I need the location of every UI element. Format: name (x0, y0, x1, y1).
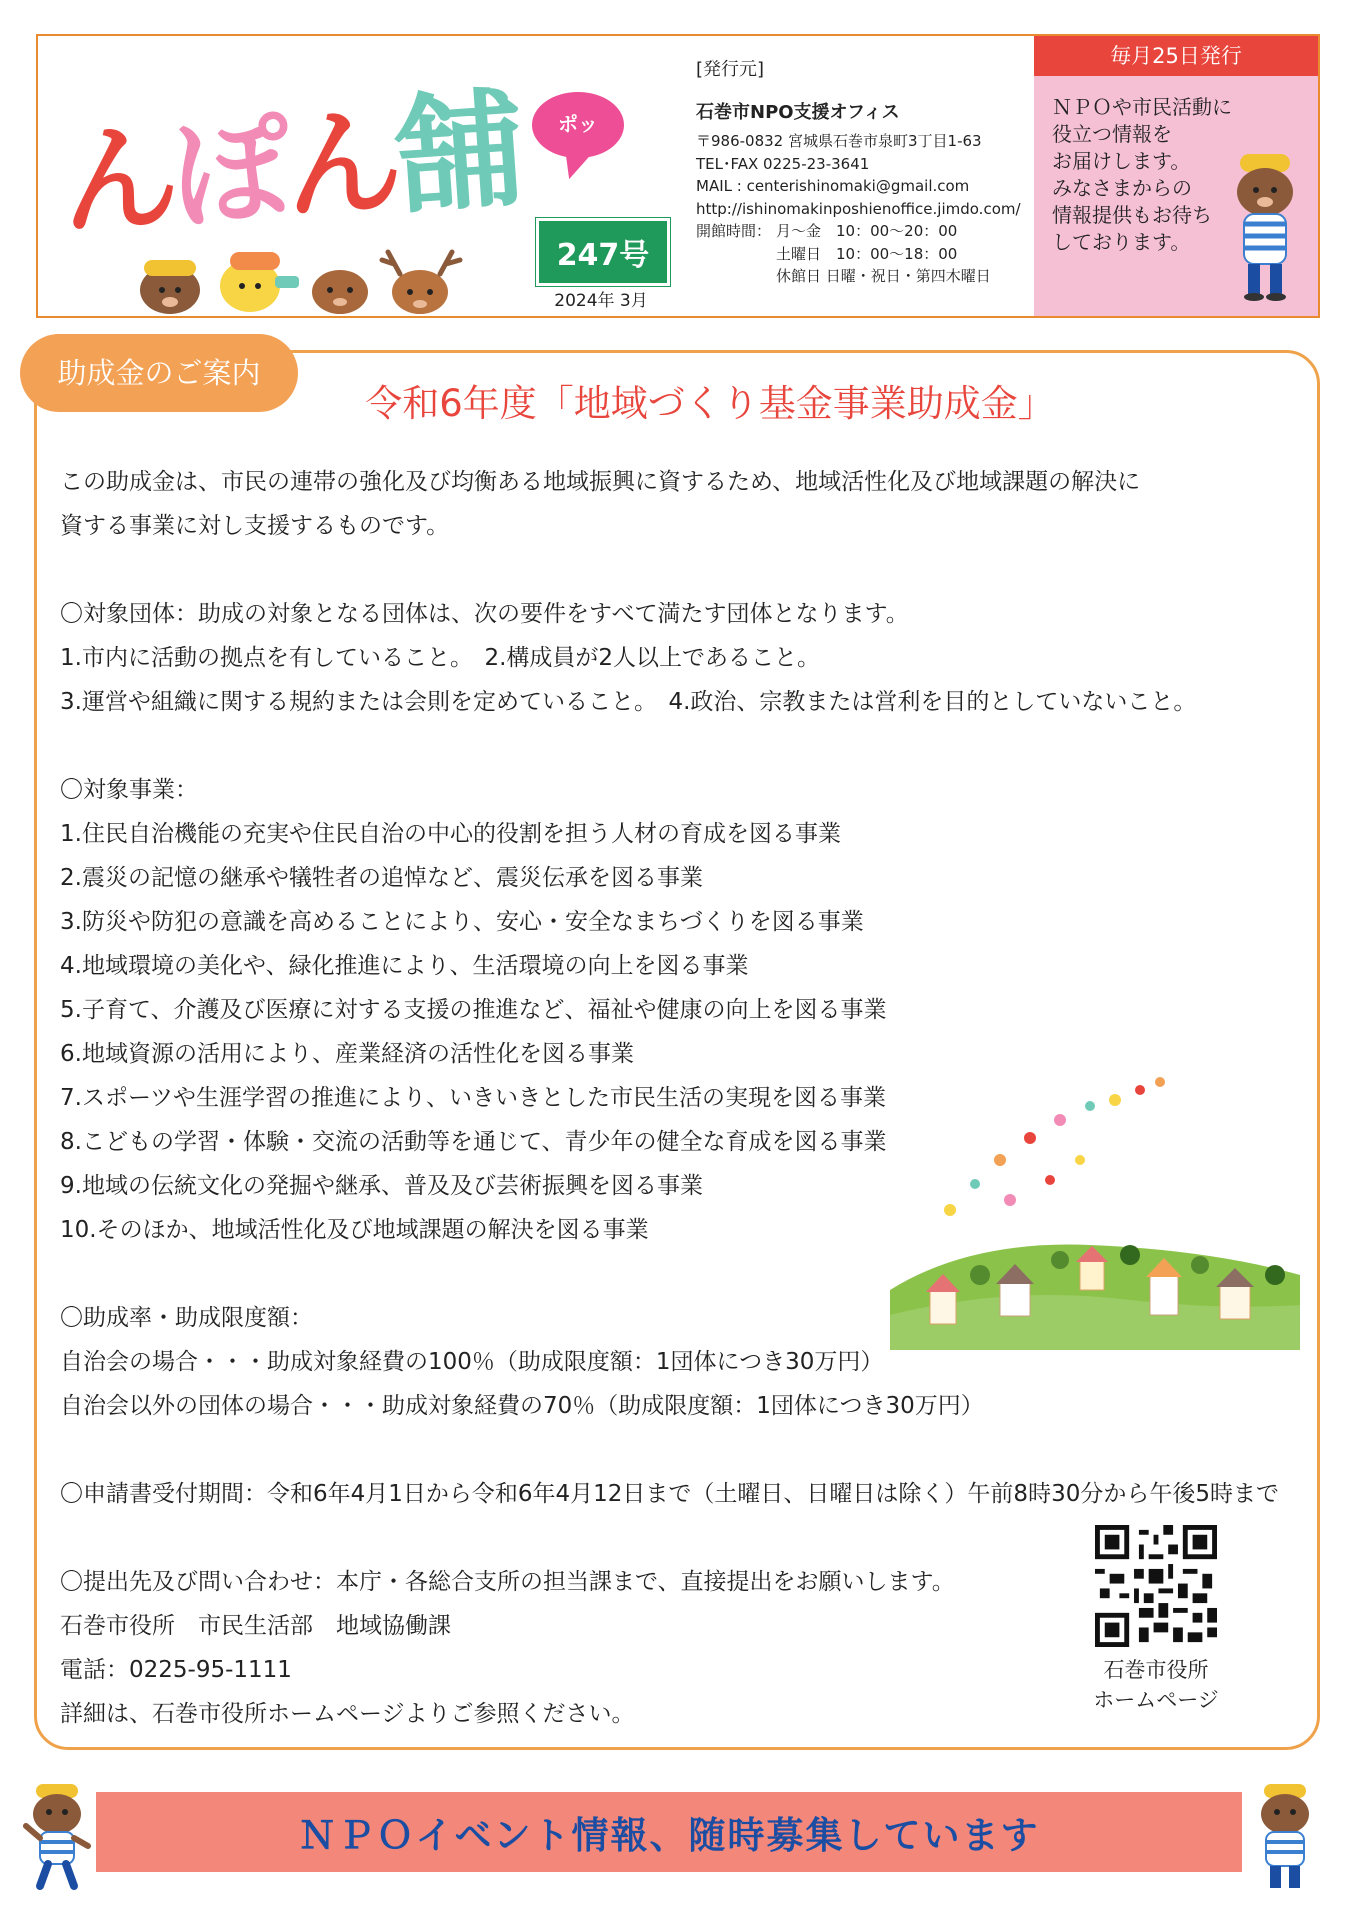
list-item: 1.住民自治機能の充実や住民自治の中心的役割を担う人材の育成を図る事業 (60, 821, 841, 847)
logo-char-4: 舗 (390, 75, 523, 233)
side-info-panel (1034, 36, 1318, 316)
speech-bubble (532, 92, 624, 158)
hours-saturday: 土曜日 10：00～18：00 (776, 244, 958, 263)
application-period: 〇申請書受付期間：令和6年4月1日から令和6年4月12日まで（土曜日、日曜日は除く）午前8時30分から午後5時まで (60, 1481, 1279, 1507)
publisher-label: [発行元] (696, 59, 765, 80)
mascot-sun-icon (220, 252, 299, 312)
target-groups-line: 1.市内に活動の拠点を有していること。 2.構成員が2人以上であること。 (60, 645, 821, 671)
target-groups-line: 3.運営や組織に関する規約または会則を定めていること。 4.政治、宗教または営利を目的としていないこと。 (60, 689, 1197, 715)
side-message-line: しております。 (1052, 230, 1191, 254)
list-item: 3.防災や防犯の意識を高めることにより、安心・安全なまちづくりを図る事業 (60, 909, 864, 935)
mascot-deer-icon (312, 270, 368, 314)
rates-heading: 〇助成率・助成限度額： (60, 1305, 313, 1331)
newsletter-header (36, 34, 1320, 318)
mascot-group-illustration (130, 246, 510, 316)
issue-number-badge: 247号 (536, 218, 670, 286)
list-item: 5.子育て、介護及び医療に対する支援の推進など、福祉や健康の向上を図る事業 (60, 997, 887, 1023)
intro-line: 資する事業に対し支援するものです。 (60, 513, 450, 539)
page-title: 令和6年度「地域づくり基金事業助成金」 (365, 382, 1055, 425)
rates-line: 自治会以外の団体の場合・・・助成対象経費の70％（助成限度額：1団体につき30万円） (60, 1393, 984, 1419)
logo-area (38, 36, 678, 316)
list-item: 6.地域資源の活用により、産業経済の活性化を図る事業 (60, 1041, 634, 1067)
publisher-tel-fax: TEL･FAX 0225-23-3641 (696, 154, 870, 173)
list-item: 4.地域環境の美化や、緑化推進により、生活環境の向上を図る事業 (60, 953, 749, 979)
side-message-line: ＮＰＯや市民活動に (1052, 95, 1232, 119)
rates-line: 自治会の場合・・・助成対象経費の100％（助成限度額：1団体につき30万円） (60, 1349, 884, 1375)
side-message (1052, 94, 1232, 256)
issue-date: 2024年 3月 (554, 291, 648, 311)
side-message-line: みなさまからの (1052, 176, 1192, 200)
list-item: 2.震災の記憶の継承や犠牲者の追悼など、震災伝承を図る事業 (60, 865, 703, 891)
list-item: 9.地域の伝統文化の発掘や継承、普及及び芸術振興を図る事業 (60, 1173, 703, 1199)
publisher-name: 石巻市NPO支援オフィス (696, 102, 900, 123)
qr-code-label (1070, 1655, 1242, 1715)
mascot-deer-antler-icon (382, 252, 460, 314)
hours-closed: 休館日 日曜・祝日・第四木曜日 (776, 267, 991, 285)
banner-text: ＮＰＯイベント情報、随時募集しています (298, 1814, 1040, 1857)
monthly-ribbon: 毎月25日発行 (1034, 36, 1318, 76)
hours-weekday: 月～金 10：00～20：00 (776, 222, 958, 240)
speech-bubble-text: ポッ (558, 112, 598, 136)
qr-code-icon (1095, 1525, 1217, 1647)
logo-char-1: ん (55, 107, 178, 253)
list-item: 10.そのほか、地域活性化及び地域課題の解決を図る事業 (60, 1217, 649, 1243)
contact-department: 石巻市役所 市民生活部 地域協働課 (60, 1613, 451, 1639)
publisher-url: http://ishinomakinposhienoffice.jimdo.com/ (696, 199, 1021, 218)
mascot-running-icon (22, 1782, 92, 1892)
mascot-standing-icon (1250, 1782, 1320, 1892)
side-message-line: 情報提供もお待ち (1052, 203, 1212, 227)
hours-label-blank (696, 265, 776, 288)
list-item: 8.こどもの学習・体験・交流の活動等を通じて、青少年の健全な育成を図る事業 (60, 1129, 887, 1155)
contact-details: 詳細は、石巻市役所ホームページよりご参照ください。 (60, 1701, 635, 1727)
mascot-boar-icon (140, 260, 200, 314)
target-groups-heading: 〇対象団体：助成の対象となる団体は、次の要件をすべて満たす団体となります。 (60, 601, 909, 627)
list-item: 7.スポーツや生涯学習の推進により、いきいきとした市民生活の実現を図る事業 (60, 1085, 887, 1111)
hours-label: 開館時間： (696, 222, 772, 240)
intro-line: この助成金は、市民の連帯の強化及び均衡ある地域振興に資するため、地域活性化及び地域課題の解決に (60, 469, 1141, 495)
side-message-line: 役立つ情報を (1052, 122, 1172, 146)
publisher-info (696, 56, 1056, 288)
mascot-boar-standing-icon (1228, 152, 1302, 302)
contact-heading: 〇提出先及び問い合わせ：本庁・各総合支所の担当課まで、直接提出をお願いします。 (60, 1569, 955, 1595)
npo-event-banner (96, 1792, 1242, 1872)
logo-char-3: ん (279, 91, 401, 238)
hours-label-blank (696, 243, 776, 266)
qr-label-line: 石巻市役所 (1103, 1658, 1209, 1682)
opening-hours (696, 220, 1056, 288)
publisher-mail: MAIL : centerishinomaki@gmail.com (696, 177, 970, 195)
newsletter-logo (55, 75, 523, 253)
contact-phone: 電話：0225-95-1111 (60, 1657, 292, 1683)
side-message-line: お届けします。 (1052, 149, 1191, 173)
section-tab: 助成金のご案内 (20, 334, 298, 412)
balloons-icon (944, 1077, 1165, 1216)
qr-label-line: ホームページ (1093, 1688, 1219, 1712)
target-projects-heading: 〇対象事業： (60, 777, 198, 803)
logo-char-2: ぽ (167, 99, 289, 245)
hill-town-icon (890, 1245, 1300, 1350)
publisher-address: 〒986-0832 宮城県石巻市泉町3丁目1-63 (696, 132, 982, 150)
town-balloons-illustration (890, 1060, 1300, 1350)
